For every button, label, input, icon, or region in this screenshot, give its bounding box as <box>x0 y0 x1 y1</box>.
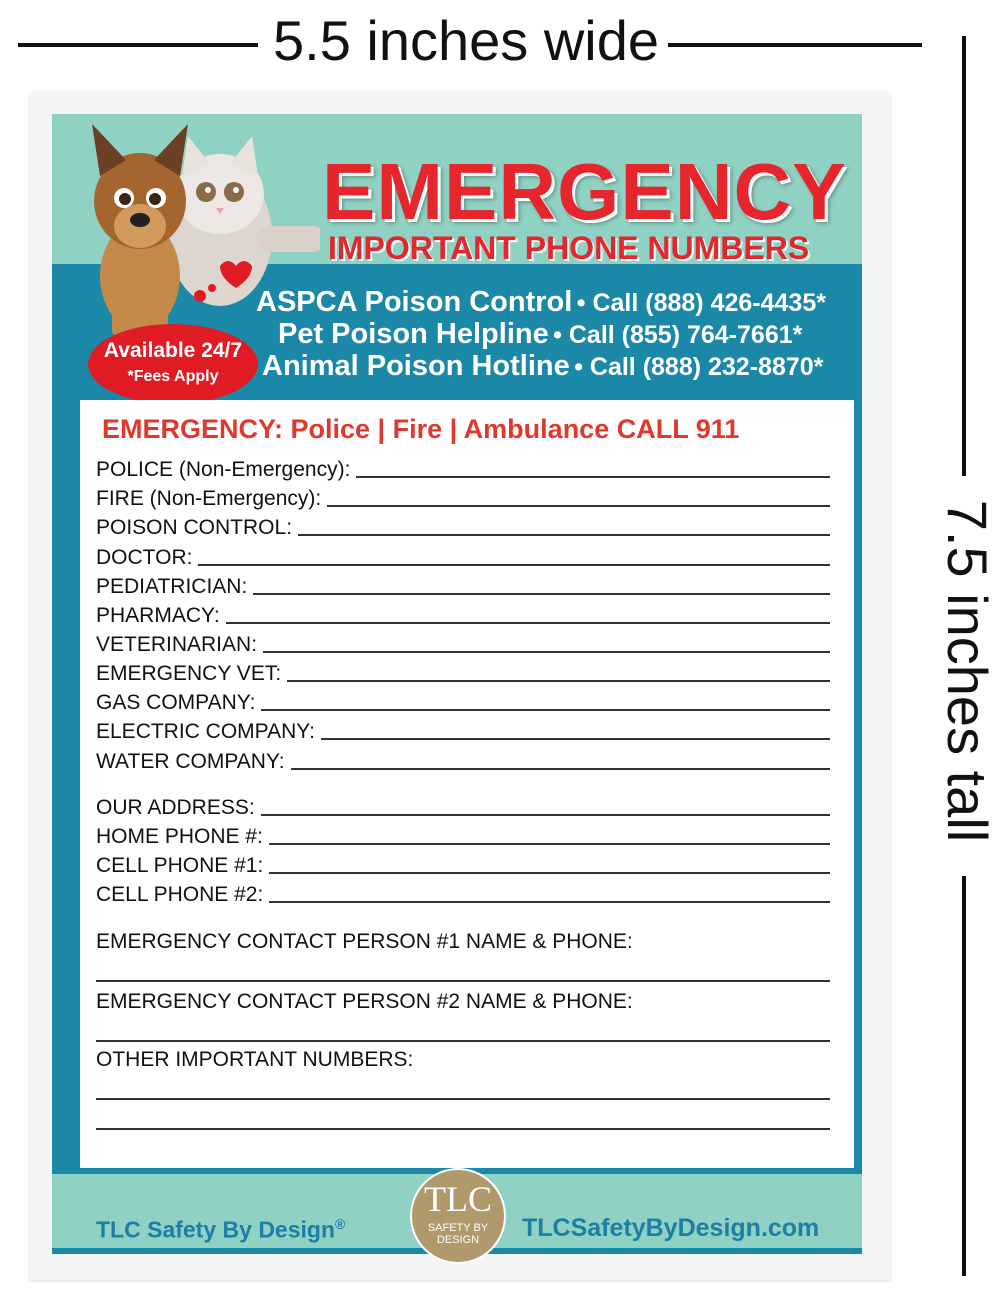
blank-line[interactable] <box>287 658 830 682</box>
blank-line[interactable] <box>291 746 830 770</box>
field-poison-control[interactable] <box>96 510 830 540</box>
field-label: POLICE (Non-Emergency): <box>96 458 351 481</box>
footer-website[interactable]: TLCSafetyByDesign.com <box>522 1214 820 1242</box>
field-home-phone[interactable] <box>96 819 830 849</box>
hotline-call: • Call (888) 232-8870* <box>574 353 824 381</box>
footer-brand <box>96 1216 345 1244</box>
hotline-call: • Call (888) 426-4435* <box>576 289 826 317</box>
dimension-line-top <box>962 36 966 476</box>
seal-sub-text: SAFETY BY DESIGN <box>427 1222 489 1246</box>
width-label: 5.5 inches wide <box>272 9 659 72</box>
height-dimension <box>932 36 1002 1276</box>
field-water-company[interactable] <box>96 744 830 774</box>
seal-main-text: TLC <box>424 1179 492 1219</box>
phone-number-form <box>80 400 854 1168</box>
field-police[interactable] <box>96 452 830 482</box>
field-label: PEDIATRICIAN: <box>96 575 248 598</box>
dog-icon <box>92 124 188 336</box>
field-label: PHARMACY: <box>96 604 220 627</box>
field-label: VETERINARIAN: <box>96 633 258 656</box>
field-label: DOCTOR: <box>96 546 193 569</box>
field-cell-phone-2[interactable] <box>96 877 830 907</box>
contact-1-label: EMERGENCY CONTACT PERSON #1 NAME & PHONE: <box>96 930 633 953</box>
field-cell-phone-1[interactable] <box>96 848 830 878</box>
blank-line[interactable] <box>261 792 830 816</box>
height-label: 7.5 inches tall <box>936 499 999 843</box>
emergency-title: EMERGENCY <box>322 147 847 236</box>
hotline-name: Animal Poison Hotline <box>262 350 570 382</box>
dimension-line-left <box>18 43 258 47</box>
field-veterinarian[interactable] <box>96 627 830 657</box>
field-label: GAS COMPANY: <box>96 691 256 714</box>
available-badge <box>88 324 258 404</box>
blank-line[interactable] <box>298 512 830 536</box>
emergency-magnet-card <box>30 92 890 1280</box>
blank-line[interactable] <box>356 454 830 478</box>
blank-line[interactable] <box>327 483 830 507</box>
other-numbers-label: OTHER IMPORTANT NUMBERS: <box>96 1048 414 1071</box>
blank-line[interactable] <box>226 600 830 624</box>
other-numbers-blank-line-1[interactable] <box>96 1098 830 1100</box>
badge-line-2: *Fees Apply <box>127 368 219 385</box>
hotline-name: Pet Poison Helpline <box>278 318 549 350</box>
hotline-animal-poison <box>262 350 823 383</box>
important-numbers-subtitle: IMPORTANT PHONE NUMBERS <box>328 230 810 266</box>
field-pediatrician[interactable] <box>96 569 830 599</box>
tlc-seal-logo <box>410 1168 506 1264</box>
field-label: FIRE (Non-Emergency): <box>96 487 322 510</box>
field-gas-company[interactable] <box>96 685 830 715</box>
field-emergency-vet[interactable] <box>96 656 830 686</box>
contact-2-label: EMERGENCY CONTACT PERSON #2 NAME & PHONE: <box>96 990 633 1013</box>
field-label: OUR ADDRESS: <box>96 796 255 819</box>
brand-name: TLC Safety By Design <box>96 1216 335 1243</box>
blank-line[interactable] <box>321 716 830 740</box>
contact-1-blank-line[interactable] <box>96 980 830 982</box>
contact-2-blank-line[interactable] <box>96 1040 830 1042</box>
badge-line-1: Available 24/7 <box>103 339 243 362</box>
field-label: HOME PHONE #: <box>96 825 263 848</box>
dimension-line-bottom <box>962 876 966 1276</box>
field-fire[interactable] <box>96 481 830 511</box>
field-label: ELECTRIC COMPANY: <box>96 720 315 743</box>
field-electric-company[interactable] <box>96 714 830 744</box>
blank-line[interactable] <box>269 879 830 903</box>
field-label: EMERGENCY VET: <box>96 662 282 685</box>
field-label: POISON CONTROL: <box>96 516 293 539</box>
blank-line[interactable] <box>198 542 830 566</box>
blank-line[interactable] <box>261 687 830 711</box>
card-body <box>52 114 862 1254</box>
width-dimension <box>18 6 922 76</box>
hotline-name: ASPCA Poison Control <box>256 286 573 318</box>
hotline-call: • Call (855) 764-7661* <box>553 321 803 349</box>
blank-line[interactable] <box>263 629 830 653</box>
field-label: CELL PHONE #2: <box>96 883 264 906</box>
registered-mark: ® <box>335 1216 346 1232</box>
hotline-aspca <box>256 286 826 319</box>
form-heading: EMERGENCY: Police | Fire | Ambulance CALL 911 <box>102 414 740 444</box>
field-our-address[interactable] <box>96 790 830 820</box>
field-label: CELL PHONE #1: <box>96 854 264 877</box>
field-label: WATER COMPANY: <box>96 750 285 773</box>
field-doctor[interactable] <box>96 540 830 570</box>
blank-line[interactable] <box>269 850 830 874</box>
blank-line[interactable] <box>269 821 830 845</box>
dimension-line-right <box>668 43 922 47</box>
blank-line[interactable] <box>253 571 830 595</box>
field-pharmacy[interactable] <box>96 598 830 628</box>
hotline-pet-poison <box>278 318 802 351</box>
other-numbers-blank-line-2[interactable] <box>96 1128 830 1130</box>
